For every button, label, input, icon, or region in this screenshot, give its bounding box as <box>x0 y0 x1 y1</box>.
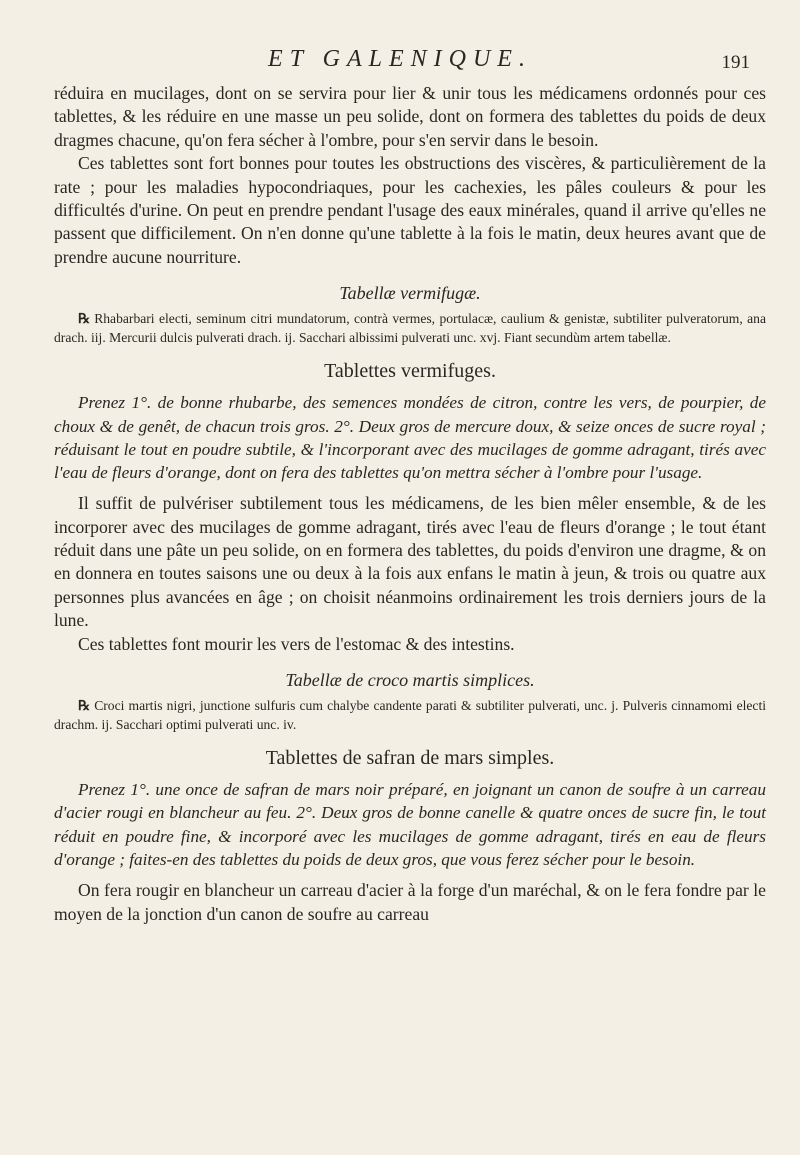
french-recipe-vermifuges: Prenez 1°. de bonne rhubarbe, des semences mondées de citron, contre les vers, de pourpier, de choux & de genêt, de chacun trois gros. 2°. Deux gros de mercure doux, & seize onces de sucre royal ; réduisant le tout en poudre subtile, & l'incorporant avec des mucilages de gomme adragant, tirés avec l'eau de fleurs d'orange, dont on fera des tablettes qu'on mettra sécher à l'ombre pour l'usage. <box>54 393 766 483</box>
paragraph-preparation: Il suffit de pulvériser subtilement tous les médicamens, de les bien mêler ensemble, & de les incorporer avec des mucilages de gomme adragant, tirés avec l'eau de fleurs d'orange ; le tout étant réduit dans une pâte un peu solide, on en formera des tablettes, du poids d'environ une dragme, & on en donnera en toutes saisons une ou deux à la fois aux enfans le matin à jeun, & trois ou quatre aux personnes plus avancées en âge ; on choisit néanmoins ordinairement les trois derniers jours de la lune. <box>54 493 766 631</box>
page-header <box>0 46 800 80</box>
french-heading-vermifuges: Tablettes vermifuges. <box>324 360 496 383</box>
running-head: ET GALENIQUE. <box>268 46 532 72</box>
page-number: 191 <box>721 52 750 73</box>
latin-heading-vermifugae: Tabellæ vermifugæ. <box>339 283 481 304</box>
latin-recipe-text: Rhabarbari electi, seminum citri mundatorum, contrà vermes, portulacæ, caulium & genistæ, subtiliter pulveratorum, ana drach. iij. Mercurii dulcis pulverati drach. ij. Sacchari albissimi pulverati unc. xvj. Fiant secundùm artem tabellæ. <box>54 311 766 345</box>
paragraph-continuation: réduira en mucilages, dont on se servira pour lier & unir tous les médicamens ordonnés pour ces tablettes, & les réduire en une masse un peu solide, dont on formera des tablettes du poids de deux dragmes chacune, qu'on fera sécher à l'ombre, pour s'en servir dans le besoin. <box>54 83 766 150</box>
latin-heading-croco-martis: Tabellæ de croco martis simplices. <box>285 670 535 691</box>
latin-recipe-croco-martis <box>54 697 766 734</box>
paragraph-effect: Ces tablettes font mourir les vers de l'estomac & des intestins. <box>78 633 515 654</box>
latin-recipe-vermifugae <box>54 310 766 347</box>
french-recipe-safran-mars: Prenez 1°. une once de safran de mars noir préparé, en joignant un canon de soufre à un carreau d'acier rougi en blancheur au feu. 2°. Deux gros de bonne canelle & quatre onces de sucre fin, le tout réduit en poudre fine, & incorporé avec les mucilages de gomme adragant, tirés en eau de fleurs d'orange ; faites-en des tablettes du poids de deux gros, que vous ferez sécher pour le besoin. <box>54 780 766 869</box>
recipe-symbol: ℞ <box>78 311 91 327</box>
paragraph-forge: On fera rougir en blancheur un carreau d'acier à la forge d'un maréchal, & on le fera fondre par le moyen de la jonction d'un canon de soufre au carreau <box>54 880 766 924</box>
latin-recipe-text: Croci martis nigri, junctione sulfuris cum chalybe candente parati & subtiliter pulverati, unc. j. Pulveris cinnamomi electi drachm. ij. Sacchari optimi pulverati unc. iv. <box>54 698 766 732</box>
recipe-symbol: ℞ <box>78 698 91 714</box>
paragraph-uses: Ces tablettes sont fort bonnes pour toutes les obstructions des viscères, & particulièrement de la rate ; pour les maladies hypocondriaques, pour les cachexies, les pâles couleurs & pour les difficultés d'urine. On peut en prendre pendant l'usage des eaux minérales, quand il arrive qu'elles ne passent que difficilement. On n'en donne qu'une tablette à la fois le matin, deux heures avant que de prendre aucune nourriture. <box>54 153 766 267</box>
page-body <box>54 82 766 926</box>
french-heading-safran-mars: Tablettes de safran de mars simples. <box>265 747 555 770</box>
